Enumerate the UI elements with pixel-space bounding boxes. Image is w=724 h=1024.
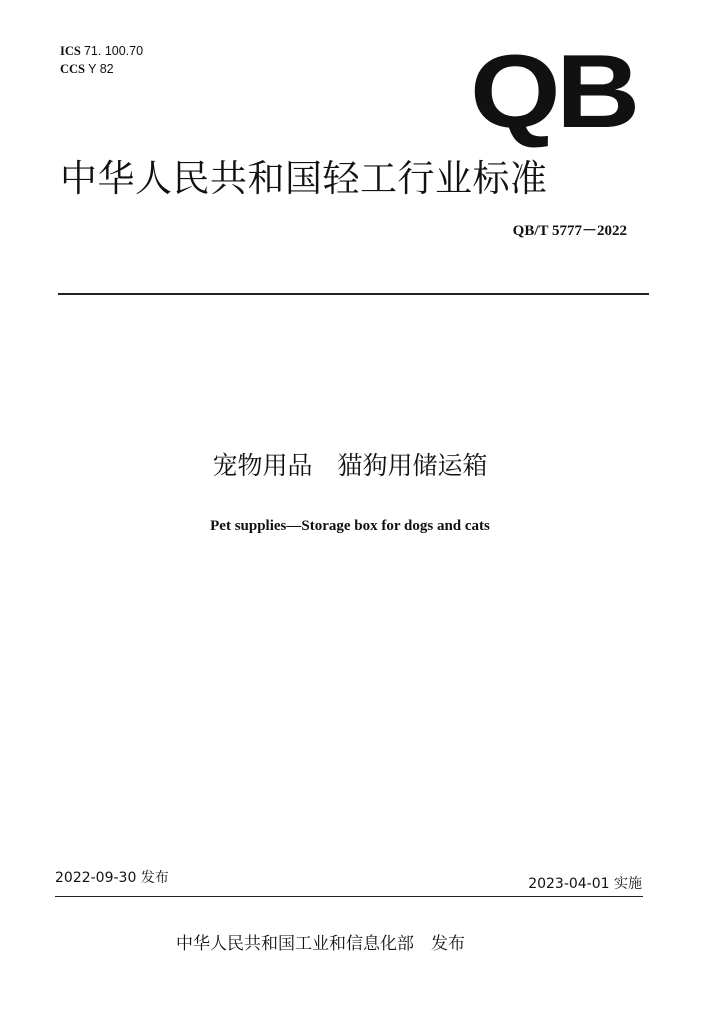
ics-code: 71. 100.70 bbox=[83, 44, 144, 58]
standard-category-title: 中华人民共和国轻工行业标准 bbox=[60, 157, 548, 200]
ics-label: ICS bbox=[60, 44, 81, 58]
qb-logo: QB bbox=[470, 34, 636, 150]
classification-codes bbox=[60, 42, 143, 78]
ccs-line bbox=[60, 60, 143, 78]
ics-line bbox=[60, 42, 143, 60]
publisher: 中华人民共和国工业和信息化部 发布 bbox=[176, 934, 465, 954]
standard-number: QB/T 5777－2022 bbox=[512, 223, 627, 239]
implementation-date: 2023-04-01 实施 bbox=[528, 876, 642, 892]
ccs-code: Y 82 bbox=[88, 62, 114, 76]
issue-date: 2022-09-30 发布 bbox=[55, 870, 169, 886]
ccs-label: CCS bbox=[60, 62, 86, 76]
document-title-english: Pet supplies—Storage box for dogs and cats bbox=[210, 518, 490, 534]
document-title-chinese: 宠物用品 猫狗用储运箱 bbox=[212, 451, 488, 480]
top-divider bbox=[58, 293, 649, 295]
bottom-divider bbox=[55, 896, 643, 897]
